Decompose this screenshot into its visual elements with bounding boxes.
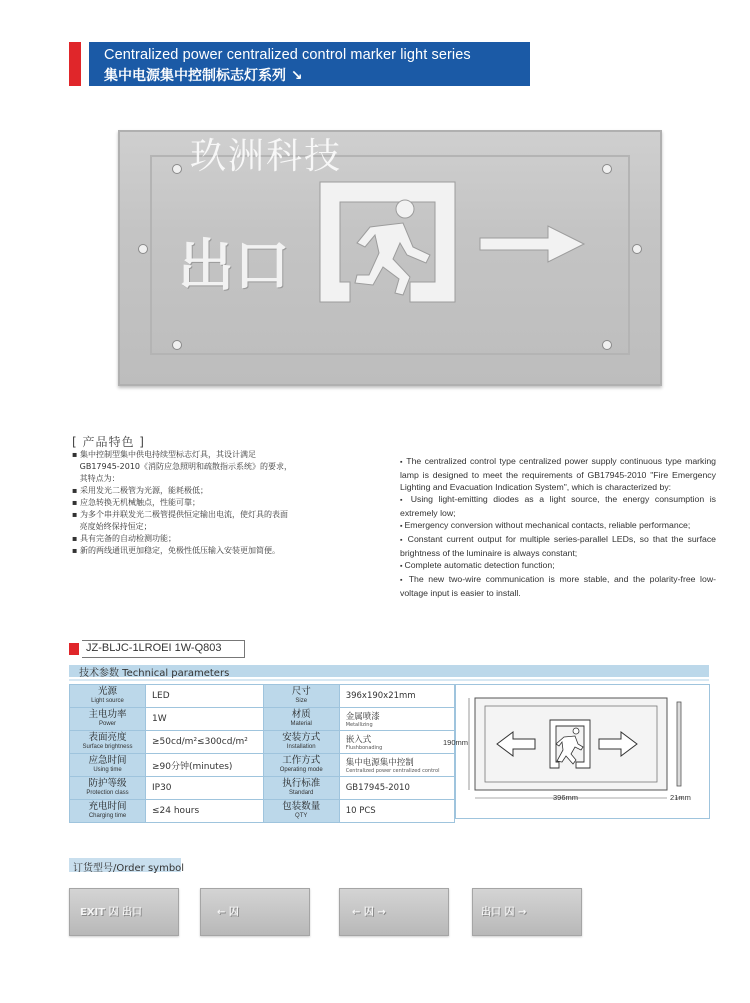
- features-cn-line: ▪ 为多个串并联发光二极管提供恒定输出电流，使灯具的表面: [72, 510, 288, 519]
- order-thumb-exit-right: [472, 888, 582, 936]
- param-label: 表面亮度 Surface brightness: [70, 731, 146, 754]
- features-en-item: ▪ The centralized control type centralized power supply continuous type marking lamp is designed to meet the requirements of GB17945-2010 "Fire Emergency Lighting and Evacuation Indication System", which is characterized by:: [400, 456, 716, 492]
- tech-params-bar-line: [69, 679, 709, 681]
- features-en-item: ▪ Constant current output for multiple series-parallel LEDs, so that the surface brightness of the luminaire is always constant;: [400, 534, 716, 558]
- header-title-cn: 集中电源集中控制标志灯系列 ↘: [104, 68, 303, 84]
- dimension-height: 190mm: [443, 738, 469, 747]
- order-thumb-label: EXIT 囚 出口: [80, 907, 143, 918]
- features-cn-list: [72, 449, 312, 557]
- table-row: [70, 800, 455, 823]
- features-cn-line: ▪ 采用发光二极管为光源，能耗极低；: [72, 486, 208, 495]
- order-thumb-label: 出口 囚 →: [481, 907, 527, 918]
- param-value: LED: [146, 685, 264, 708]
- features-cn-line: 其特点为：: [79, 474, 120, 483]
- param-label: 应急时间 Using time: [70, 754, 146, 777]
- running-man-exit-icon: [315, 177, 465, 312]
- table-row: [70, 731, 455, 754]
- param-label: 执行标准 Standard: [263, 777, 339, 800]
- model-red-marker: [69, 643, 79, 655]
- screw-icon: [138, 244, 148, 254]
- order-symbol-title: 订货型号/Order symbol: [73, 863, 185, 874]
- param-label: 充电时间 Charging time: [70, 800, 146, 823]
- param-value: 1W: [146, 708, 264, 731]
- features-cn-line: ▪ 新的两线通讯更加稳定，免极性低压输入安装更加简便。: [72, 546, 280, 555]
- param-value: ≥90分钟(minutes): [146, 754, 264, 777]
- features-cn-line: ▪ 应急转换无机械触点，性能可靠；: [72, 498, 200, 507]
- table-row: [70, 777, 455, 800]
- features-cn-line: ▪ 集中控制型集中供电持续型标志灯具，其设计满足: [72, 450, 256, 459]
- features-en-item: ▪ Emergency conversion without mechanical contacts, reliable performance;: [400, 520, 691, 530]
- param-label: 安装方式 Installation: [263, 731, 339, 754]
- param-label: 防护等级 Protection class: [70, 777, 146, 800]
- param-label: 包装数量 QTY: [263, 800, 339, 823]
- features-en-list: [400, 455, 716, 599]
- features-en-item: ▪ Using light-emitting diodes as a light source, the energy consumption is extremely low;: [400, 494, 716, 518]
- arrow-right-icon: [478, 224, 588, 264]
- header-title-en: Centralized power centralized control marker light series: [104, 47, 471, 63]
- param-value: IP30: [146, 777, 264, 800]
- table-row: [70, 754, 455, 777]
- param-value: 10 PCS: [339, 800, 454, 823]
- order-thumb-label: ← 囚: [217, 907, 239, 918]
- param-label: 主电功率 Power: [70, 708, 146, 731]
- features-cn-line: ▪ 具有完备的自动检测功能；: [72, 534, 176, 543]
- sign-exit-text: 出口: [178, 234, 290, 299]
- model-number: JZ-BLJC-1LROEI 1W-Q803: [86, 642, 222, 654]
- param-value: ≤24 hours: [146, 800, 264, 823]
- param-label: 材质 Material: [263, 708, 339, 731]
- table-row: [70, 685, 455, 708]
- tech-params-title: 技术参数 Technical parameters: [79, 668, 230, 679]
- order-thumb-label: ← 囚 →: [352, 907, 386, 918]
- tech-params-table: [69, 684, 455, 823]
- order-thumb-arrow-left: [200, 888, 310, 936]
- order-thumb-exit-left: [69, 888, 179, 936]
- screw-icon: [172, 164, 182, 174]
- screw-icon: [602, 164, 612, 174]
- param-value: 金属喷漆 Metallizing: [339, 708, 454, 731]
- param-value: 嵌入式 Flushbonading: [339, 731, 454, 754]
- table-row: [70, 708, 455, 731]
- features-en-item: ▪ The new two-wire communication is more stable, and the polarity-free low-voltage input is easier to install.: [400, 574, 716, 598]
- param-value: ≥50cd/m²≤300cd/m²: [146, 731, 264, 754]
- order-thumb-arrow-both: [339, 888, 449, 936]
- param-label: 工作方式 Operating mode: [263, 754, 339, 777]
- param-label: 光源 Light source: [70, 685, 146, 708]
- param-value: GB17945-2010: [339, 777, 454, 800]
- screw-icon: [602, 340, 612, 350]
- dimension-depth: 21mm: [670, 793, 691, 802]
- screw-icon: [632, 244, 642, 254]
- features-cn-line: GB17945-2010《消防应急照明和疏散指示系统》的要求，: [79, 462, 293, 471]
- dimension-width: 396mm: [553, 793, 579, 802]
- features-en-item: ▪ Complete automatic detection function;: [400, 560, 555, 570]
- param-value: 396x190x21mm: [339, 685, 454, 708]
- watermark: 玖洲科技: [190, 136, 343, 177]
- screw-icon: [172, 340, 182, 350]
- header-red-marker: [69, 42, 81, 86]
- param-label: 尺寸 Size: [263, 685, 339, 708]
- param-value: 集中电源集中控制 Centralized power centralized control: [339, 754, 454, 777]
- features-cn-line: 亮度始终保持恒定；: [79, 522, 152, 531]
- features-title: [ 产品特色 ]: [72, 435, 145, 449]
